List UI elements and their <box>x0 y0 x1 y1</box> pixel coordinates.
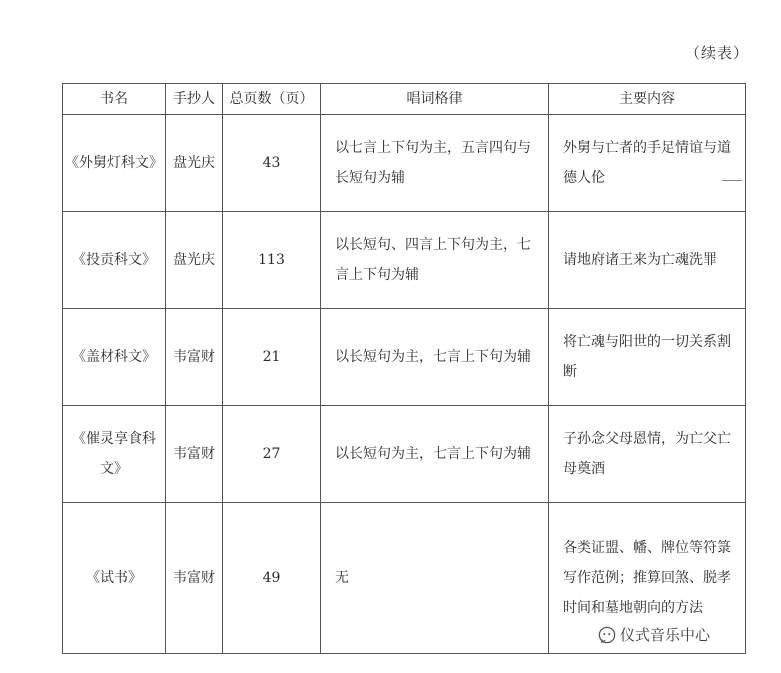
cell-content: 外舅与亡者的手足情谊与道德人伦 <box>549 115 746 212</box>
cell-copyist: 韦富财 <box>166 406 223 503</box>
header-book-title: 书名 <box>63 84 166 115</box>
cell-content: 请地府诸王来为亡魂洗罪 <box>549 212 746 309</box>
cell-meter: 以七言上下句为主，五言四句与长短句为辅 <box>321 115 549 212</box>
cell-pages: 49 <box>223 503 321 654</box>
cell-content: 将亡魂与阳世的一切关系割断 <box>549 309 746 406</box>
continued-table-label: （续表） <box>685 44 750 62</box>
cell-book-title: 《盖材科文》 <box>63 309 166 406</box>
manuscript-table <box>62 83 746 654</box>
table-row <box>63 406 746 503</box>
table-row <box>63 115 746 212</box>
cell-book-title: 《外舅灯科文》 <box>63 115 166 212</box>
cell-pages: 113 <box>223 212 321 309</box>
margin-mark <box>722 180 742 181</box>
table-row <box>63 309 746 406</box>
cell-meter: 以长短句为主，七言上下句为辅 <box>321 406 549 503</box>
header-main-content: 主要内容 <box>549 84 746 115</box>
cell-pages: 43 <box>223 115 321 212</box>
cell-copyist: 韦富财 <box>166 503 223 654</box>
header-copyist: 手抄人 <box>166 84 223 115</box>
header-meter: 唱词格律 <box>321 84 549 115</box>
cell-meter: 以长短句为主，七言上下句为辅 <box>321 309 549 406</box>
cell-content: 子孙念父母恩情，为亡父亡母奠酒 <box>549 406 746 503</box>
cell-copyist: 盘光庆 <box>166 212 223 309</box>
wechat-logo-icon <box>598 626 616 644</box>
table-header-row <box>63 84 746 115</box>
cell-book-title: 《催灵享食科文》 <box>63 406 166 503</box>
cell-book-title: 《试书》 <box>63 503 166 654</box>
cell-meter: 以长短句、四言上下句为主，七言上下句为辅 <box>321 212 549 309</box>
watermark <box>598 624 710 645</box>
header-total-pages: 总页数（页） <box>223 84 321 115</box>
cell-pages: 27 <box>223 406 321 503</box>
cell-meter: 无 <box>321 503 549 654</box>
cell-pages: 21 <box>223 309 321 406</box>
table-row <box>63 212 746 309</box>
cell-book-title: 《投贡科文》 <box>63 212 166 309</box>
cell-copyist: 韦富财 <box>166 309 223 406</box>
cell-copyist: 盘光庆 <box>166 115 223 212</box>
watermark-text: 仪式音乐中心 <box>620 626 711 644</box>
cell-content: 各类证盟、幡、牌位等符箓写作范例；推算回煞、脱孝时间和墓地朝向的方法 <box>549 503 746 654</box>
